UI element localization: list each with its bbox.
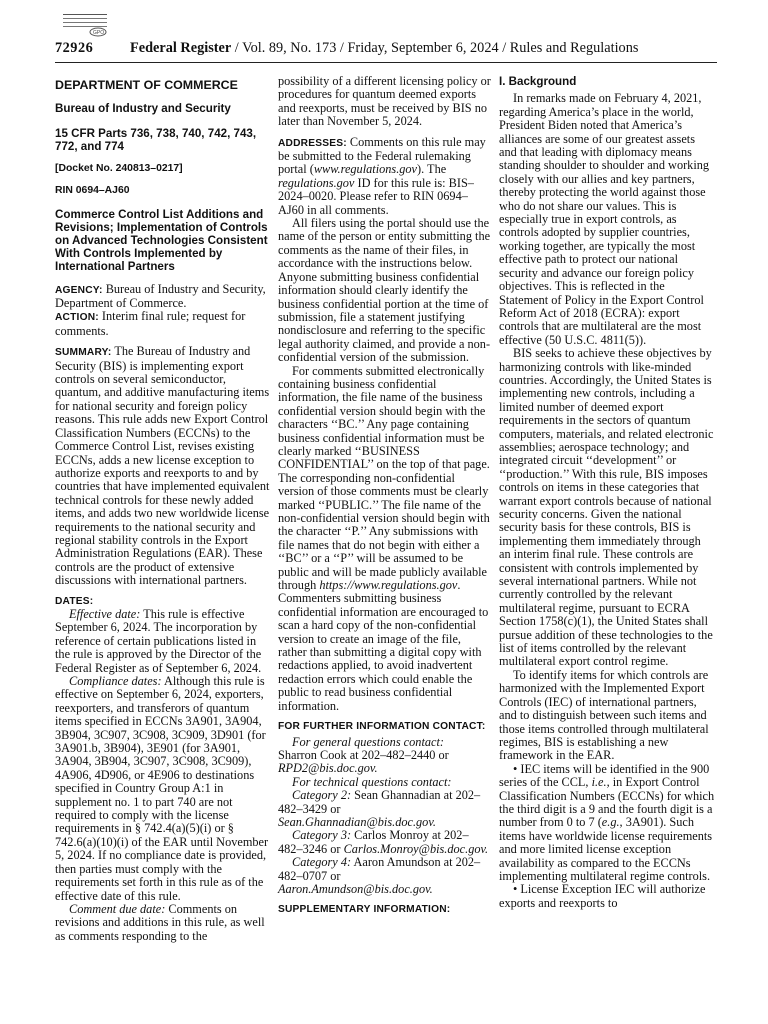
background-heading: I. Background xyxy=(499,75,577,88)
category-3-contact xyxy=(278,829,492,856)
compliance-dates-paragraph xyxy=(55,675,271,903)
column-2 xyxy=(278,75,492,917)
bureau-heading: Bureau of Industry and Security xyxy=(55,102,231,116)
page-header xyxy=(55,40,715,60)
rin-number: RIN 0694–AJ60 xyxy=(55,185,130,197)
filers-paragraph: All filers using the portal should use the name of the person or entity submitting the comments as the name of their files, in accordance with the instructions below. Anyone submitting business confidential information should clearly identify the business confidential portion at the time of submission, file a statement justifying nondisclosure and referring to the specific legal authority claimed, and provide a non-confidential version of the submission. xyxy=(278,216,491,365)
bullet-iec-ie: i.e., xyxy=(591,775,610,790)
electronic-comments-paragraph xyxy=(278,365,492,714)
rule-title: Commerce Control List Additions and Revisions; Implementation of Controls on Advanced Technologies Consistent With Controls Implemented by International Partners xyxy=(55,207,268,273)
gpo-authenticated-logo xyxy=(62,12,108,38)
regulations-gov-link[interactable]: www.regulations.gov xyxy=(313,162,418,177)
background-paragraph-3: To identify items for which controls are harmonized with the Implemented Export Controls (IEC) of international partners, and to distinguish between such items and those items controlled through multilateral regimes, BIS is establishing a new framework in the EAR. xyxy=(499,667,709,763)
addresses-paragraph xyxy=(278,136,492,217)
column-3 xyxy=(499,75,715,910)
general-contact-text: Sharron Cook at 202–482–2440 or xyxy=(278,747,449,762)
general-contact-email[interactable]: RPD2@bis.doc.gov. xyxy=(278,761,378,776)
category-2-text: Sean Ghannadian at 202–482–3429 or xyxy=(278,788,481,816)
svg-text:GPO: GPO xyxy=(93,30,105,36)
bullet-iec-text-a: • IEC items will be identified in the 900 series of the CCL, xyxy=(499,761,710,790)
action-label: ACTION: xyxy=(55,312,99,324)
comment-due-text: Comments on revisions and additions in this rule, as well as comments responding to the xyxy=(55,901,265,943)
category-2-contact xyxy=(278,789,492,829)
agency-line xyxy=(55,283,271,311)
general-contact-label xyxy=(278,736,492,749)
category-2-label: Category 2: xyxy=(292,788,352,803)
column-1 xyxy=(55,75,271,943)
general-contact-line xyxy=(278,749,492,776)
addresses-text-b: ). The xyxy=(417,162,447,177)
agency-text: Bureau of Industry and Security, Department of Commerce. xyxy=(55,281,266,311)
regulations-gov-name: regulations.gov xyxy=(278,175,355,190)
comment-due-continued: possibility of a different licensing policy or procedures for quantum deemed exports and reexports, must be received by BIS no later than November 5, 2024. xyxy=(278,74,491,129)
technical-contact-label xyxy=(278,776,492,789)
publication-name: Federal Register xyxy=(130,40,232,56)
compliance-dates-label: Compliance dates: xyxy=(69,674,162,688)
effective-date-text: This rule is effective September 6, 2024. The incorporation by reference of certain publications listed in the rule is approved by the Director of the Federal Register as of September 6, 2024. xyxy=(55,606,262,675)
bullet-license-exception: • License Exception IEC will authorize exports and reexports to xyxy=(499,882,706,910)
dates-label: DATES: xyxy=(55,595,94,607)
category-3-email[interactable]: Carlos.Monroy@bis.doc.gov. xyxy=(343,841,489,856)
gpo-seal-icon xyxy=(62,12,108,38)
background-paragraph-2: BIS seeks to achieve these objectives by harmonizing controls with like-minded countries. Accordingly, the United States is implementing new controls, including a limited number of deemed export requirements in the sectors of quantum computers, materials, and related electronic assemblies; aerospace technology; and integrated circuit ‘‘development’’ or ‘‘production.’’ With this rule, BIS imposes controls on items in these categories that warrant export controls because of national security concerns. Given the national security basis for these controls, BIS is implementing them immediately through an interim final rule. These controls are consistent with controls implemented by several international partners. While not currently controlled by the relevant multilateral regime, pursuant to ECRA Section 1758(c)(1), the United States shall pursue addition of these technologies to the list of items controlled by the relevant multilateral export control regime. xyxy=(499,346,714,669)
summary-text: The Bureau of Industry and Security (BIS) is implementing export controls on several semiconductor, quantum, and additive manufacturing items for national security and foreign policy reasons. This rule adds new Export Control Classification Numbers (ECCNs) to the Commerce Control List, revises existing ECCNs, adds a new license exception to authorize exports and reexports to and by countries that have implemented equivalent technical controls for these newly added items, and adds two new worldwide license requirements to the national security and regional stability controls in the Export Administration Regulations (EAR). These controls are the product of extensive discussions with international partners. xyxy=(55,344,270,588)
header-title xyxy=(130,40,638,57)
docket-number: [Docket No. 240813–0217] xyxy=(55,162,183,174)
department-heading: DEPARTMENT OF COMMERCE xyxy=(55,78,238,92)
cfr-parts: 15 CFR Parts 736, 738, 740, 742, 743, 772, and 774 xyxy=(55,126,257,153)
effective-date-paragraph xyxy=(55,608,271,675)
bullet-iec-eg: e.g., xyxy=(601,815,623,830)
comment-due-paragraph xyxy=(55,903,271,943)
header-rule xyxy=(55,62,717,63)
electronic-comments-text-a: For comments submitted electronically containing business confidential information, the file name of the business confidential version should begin with the characters ‘‘BC.’’ Any page containing business confidential information must be clearly marked ‘‘BUSINESS CONFIDENTIAL’’ on the top of that page. The corresponding non-confidential version of those comments must be clearly marked ‘‘PUBLIC.’’ The file name of the non-confidential version should begin with the character ‘‘P.’’ Any submissions with file names that do not begin with either a ‘‘BC’’ or a ‘‘P’’ will be assumed to be public and will be made publicly available through xyxy=(278,363,490,593)
general-contact-heading: For general questions contact: xyxy=(292,734,444,749)
summary-paragraph xyxy=(55,345,271,587)
category-4-text: Aaron Amundson at 202–482–0707 or xyxy=(278,855,481,883)
category-4-label: Category 4: xyxy=(292,855,352,870)
bullet-iec-text-b: in Export Control Classification Numbers (ECCNs) for which the third digit is a 9 and the fourth digit is a number from 0 to 7 ( xyxy=(499,775,715,830)
background-paragraph-1: In remarks made on February 4, 2021, regarding America’s place in the world, President Biden noted that America’s alliances are some of our greatest assets and that leading with diplomacy means standing shoulder to shoulder and working closely with our allies and key partners, thereby protecting the world against those who do not share our values. This is especially true in export controls, as controls adopted by supplier countries, working together, are typically the most effective path to protect our national security and advance our foreign policy objectives. This is reflected in the Statement of Policy in the Export Control Reform Act of 2018 (ECRA): export controls that are multilateral are the most effective (50 U.S.C. 4811(5)). xyxy=(499,91,710,347)
category-3-label: Category 3: xyxy=(292,828,352,843)
category-3-text: Carlos Monroy at 202–482–3246 or xyxy=(278,828,469,856)
contact-label: FOR FURTHER INFORMATION CONTACT: xyxy=(278,721,486,733)
regulations-url-link[interactable]: https://www.regulations.gov xyxy=(319,578,458,593)
bullet-iec-text-c: 3A901). Such items have worldwide license requirements and more limited license exception availability as compared to the ECCNs implementing multilateral regime controls. xyxy=(499,815,713,883)
comment-due-label: Comment due date: xyxy=(69,901,166,916)
summary-label: SUMMARY: xyxy=(55,347,112,359)
supplementary-label: SUPPLEMENTARY INFORMATION: xyxy=(278,904,451,916)
action-line xyxy=(55,310,271,338)
category-2-email[interactable]: Sean.Ghannadian@bis.doc.gov. xyxy=(278,814,436,829)
agency-label: AGENCY: xyxy=(55,284,103,296)
effective-date-label: Effective date: xyxy=(69,606,141,621)
action-text: Interim final rule; request for comments. xyxy=(55,309,246,338)
bullet-iec-items xyxy=(499,763,715,884)
addresses-text-a: Comments on this rule may be submitted to the Federal rulemaking portal ( xyxy=(278,134,486,177)
issue-info: / Vol. 89, No. 173 / Friday, September 6, 2024 / Rules and Regulations xyxy=(231,40,639,56)
technical-contact-heading: For technical questions contact: xyxy=(292,774,452,789)
page-number: 72926 xyxy=(55,40,94,56)
addresses-label: ADDRESSES: xyxy=(278,137,347,149)
addresses-text-c: ID for this rule is: BIS–2024–0020. Please refer to RIN 0694–AJ60 in all comments. xyxy=(278,175,474,217)
electronic-comments-text-b: . Commenters submitting business confidential information are encouraged to scan a hard copy of the non-confidential version to create an image of the file, rather than submitting a digital copy with redactions applied, to avoid inadvertent redaction errors which could enable the public to read business confidential information. xyxy=(278,578,489,713)
category-4-contact xyxy=(278,856,492,896)
category-4-email[interactable]: Aaron.Amundson@bis.doc.gov. xyxy=(278,881,433,896)
compliance-dates-text: Although this rule is effective on September 6, 2024, exporters, reexporters, and transferors of quantum items specified in ECCNs 3A901, 3A904, 3B904, 3C907, 3C908, 3C909, 3D901 (for 3A901.b, 3B904), 3E901 (for 3A901, 3A904, 3B904, 3C907, 3C908, 3C909), 4A906, 4D906, or 4E906 to destinations specified in Country Group A:1 in supplement no. 1 to part 740 are not required to comply with the license requirements in § 742.4(a)(5)(i) or § 742.6(a)(10)(i) of the EAR until November 5, 2024. If no compliance date is provided, then parties must comply with the requirements set forth in this rule as of the effective date of this rule. xyxy=(55,674,269,903)
